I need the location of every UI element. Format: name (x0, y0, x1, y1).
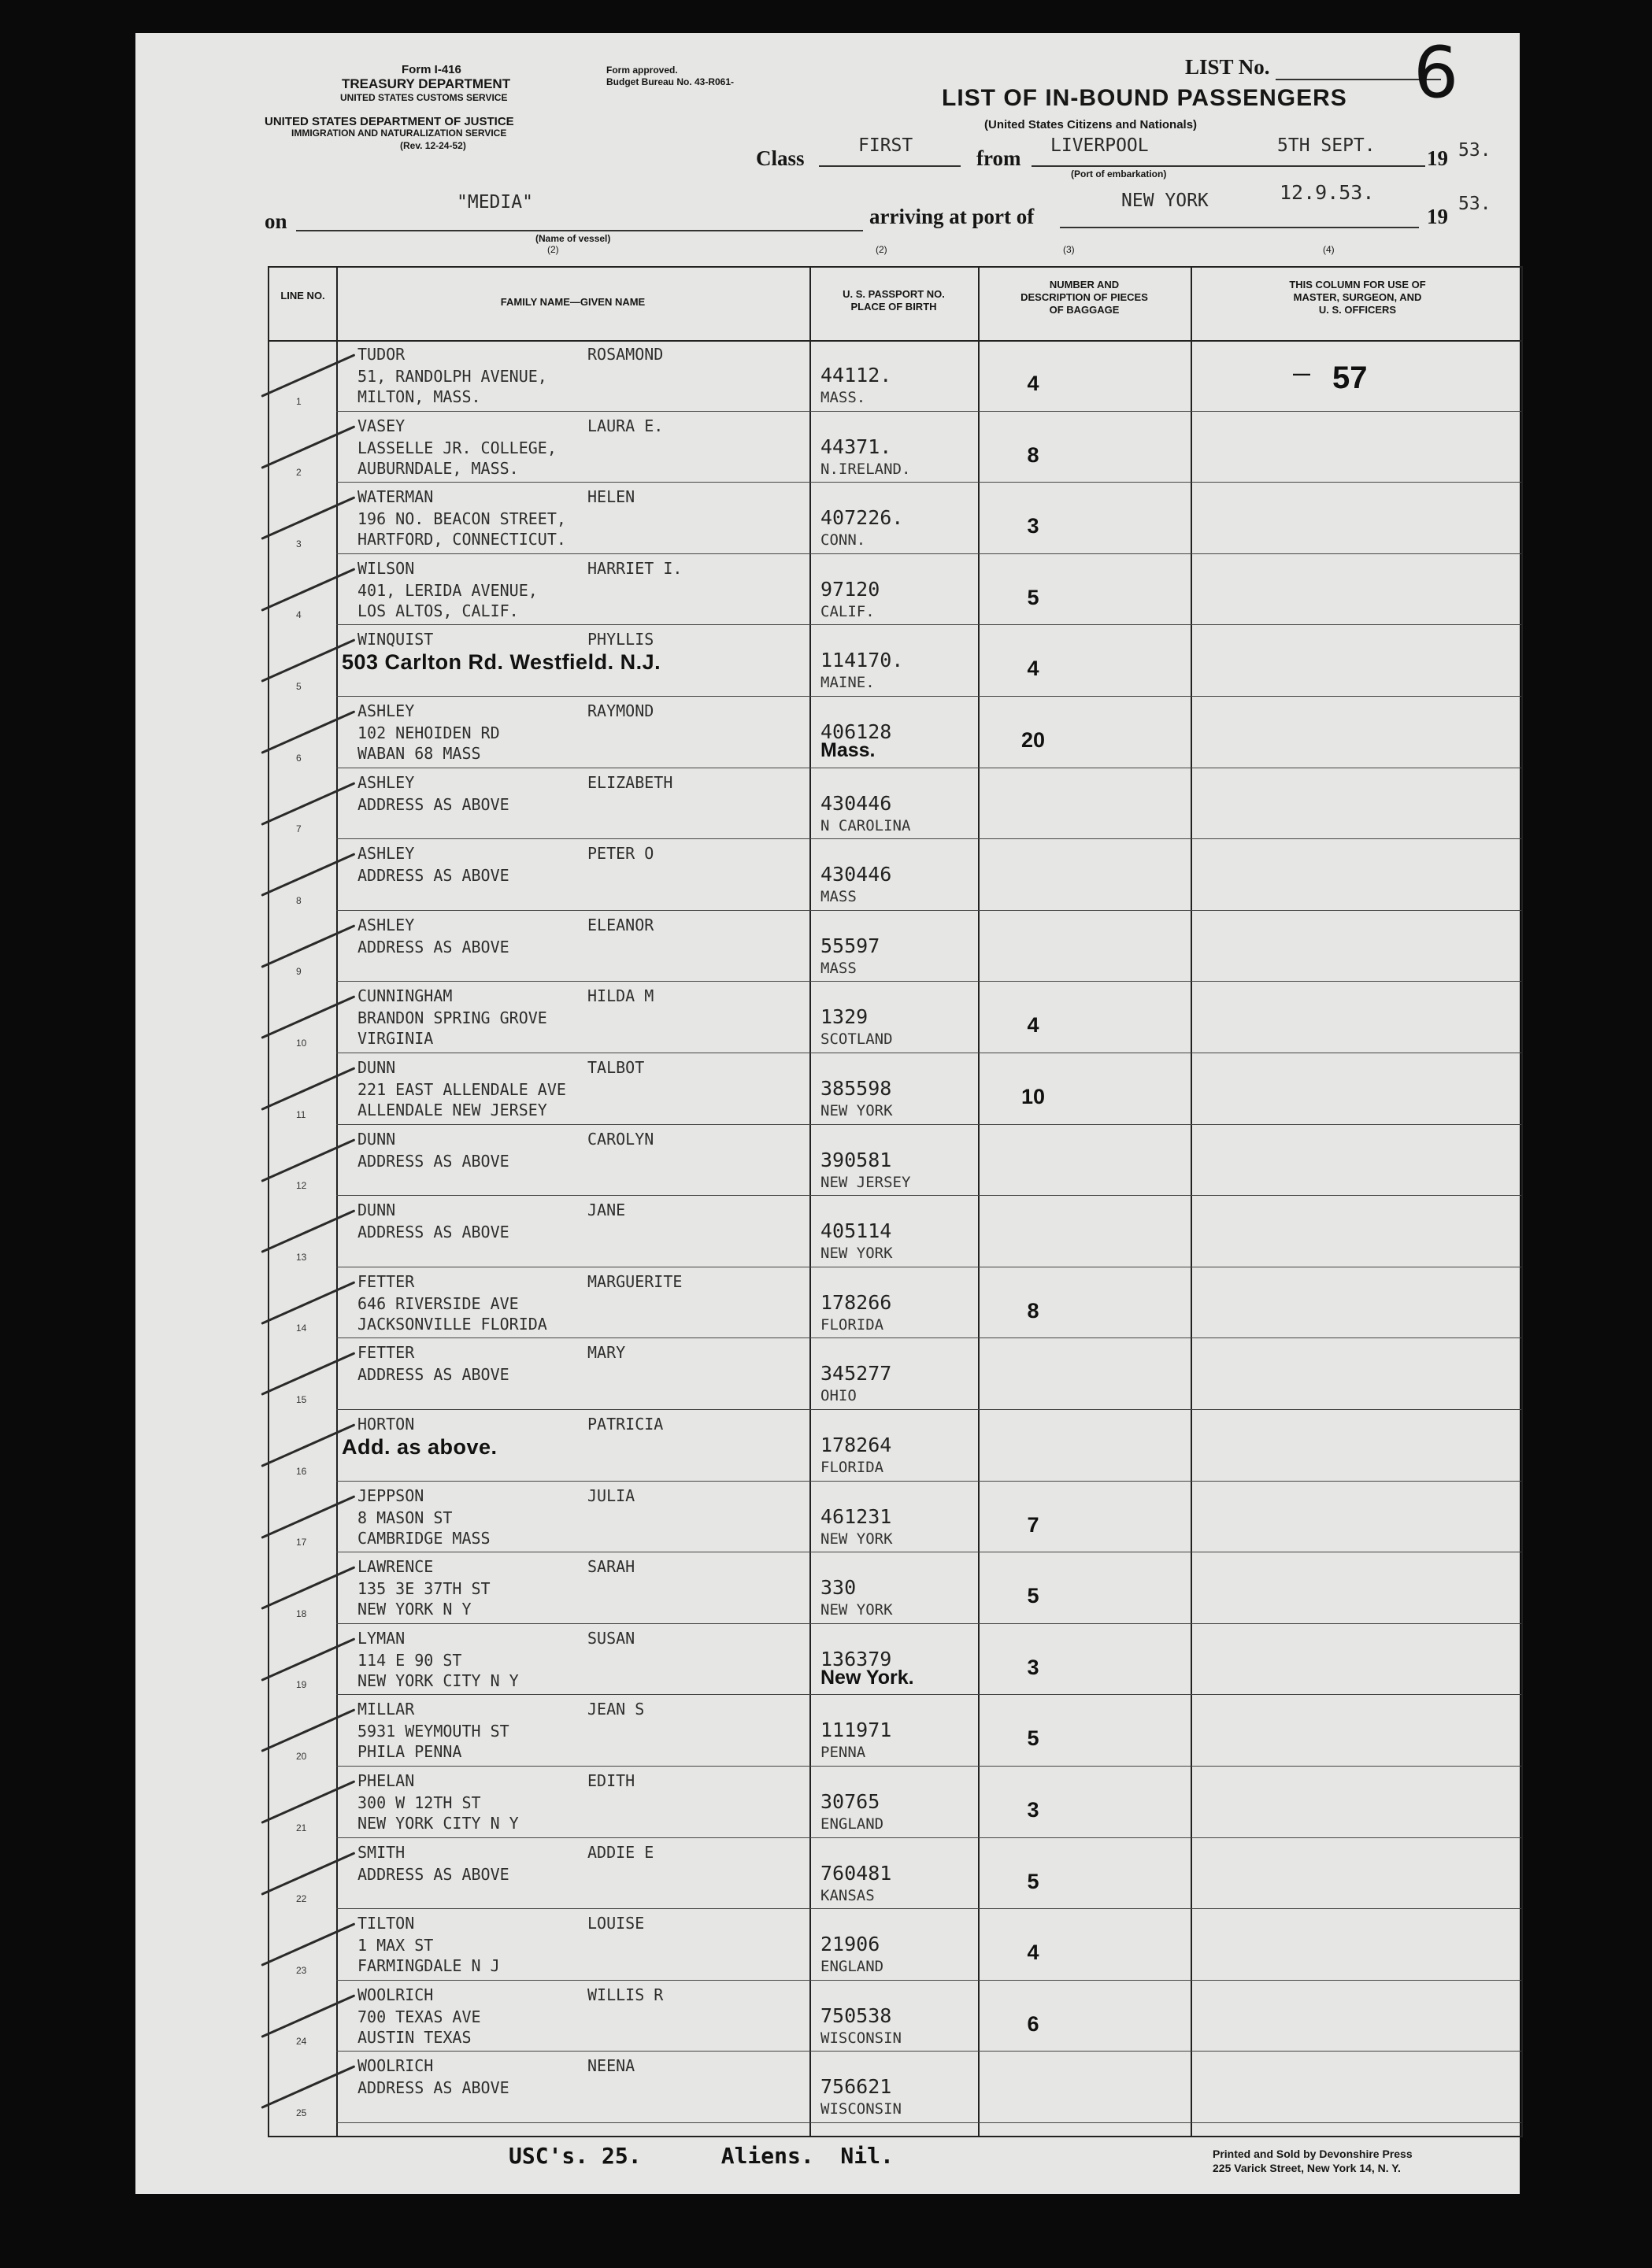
baggage-count: 3 (1027, 1655, 1039, 1679)
from-label: from (976, 146, 1021, 170)
passport-number: 756621 (820, 2075, 892, 2099)
place-of-birth: CONN. (820, 531, 866, 549)
address-line-1: ADDRESS AS ABOVE (357, 1365, 509, 1385)
passport-number: 44371. (820, 435, 892, 458)
family-name: TILTON (357, 1914, 415, 1933)
table-row (269, 697, 1521, 768)
address-line-2: FARMINGDALE N J (357, 1956, 500, 1976)
given-name: JANE (587, 1201, 626, 1220)
family-name: LYMAN (357, 1628, 406, 1648)
family-name: DUNN (357, 1201, 396, 1220)
baggage-count: 4 (1027, 372, 1039, 395)
form-approved: Form approved. (606, 65, 678, 76)
check-mark (261, 996, 355, 1040)
table-row (269, 1410, 1521, 1482)
check-mark (261, 496, 355, 540)
line-number: 19 (296, 1679, 307, 1691)
officer-note: 57 (1332, 361, 1368, 395)
table-row (269, 768, 1521, 840)
address-line-1: 8 MASON ST (357, 1508, 453, 1527)
table-row (269, 1695, 1521, 1767)
address-line-1: 503 Carlton Rd. Westfield. N.J. (342, 650, 661, 675)
address-line-2: JACKSONVILLE FLORIDA (357, 1314, 547, 1334)
given-name: RAYMOND (587, 701, 654, 720)
table-row (269, 1482, 1521, 1553)
address-line-2: NEW YORK N Y (357, 1600, 472, 1619)
line-number: 24 (296, 2036, 307, 2048)
family-name: ASHLEY (357, 844, 415, 864)
check-mark (261, 1566, 355, 1610)
given-name: ELIZABETH (587, 772, 673, 792)
table-row (269, 1267, 1521, 1339)
check-mark (261, 782, 355, 826)
header-baggage: NUMBER AND DESCRIPTION OF PIECES OF BAGGAGE (1020, 279, 1148, 316)
baggage-count: 4 (1027, 657, 1039, 681)
place-of-birth: N CAROLINA (820, 816, 911, 834)
address-line-1: LASSELLE JR. COLLEGE, (357, 438, 557, 457)
line-number: 4 (296, 609, 302, 621)
place-of-birth: WISCONSIN (820, 2100, 902, 2118)
table-row (269, 2052, 1521, 2123)
header-family-name: FAMILY NAME—GIVEN NAME (500, 296, 646, 308)
address-line-2: ALLENDALE NEW JERSEY (357, 1101, 547, 1119)
ins-label: IMMIGRATION AND NATURALIZATION SERVICE (291, 128, 507, 139)
place-of-birth: KANSAS (820, 1886, 875, 1904)
family-name: WINQUIST (357, 630, 434, 649)
line-number: 7 (296, 823, 302, 835)
baggage-count: 6 (1027, 2011, 1039, 2036)
family-name: JEPPSON (357, 1485, 424, 1505)
baggage-count: 7 (1027, 1512, 1039, 1537)
check-mark (261, 1209, 355, 1253)
header-officers: THIS COLUMN FOR USE OF MASTER, SURGEON, AND U. S. OFFICERS (1289, 279, 1426, 316)
baggage-count: 10 (1020, 1085, 1046, 1108)
place-of-birth: CALIF. (820, 602, 875, 620)
passport-number: 178266 (820, 1290, 892, 1314)
vessel-name-label: (Name of vessel) (535, 233, 611, 244)
family-name: VASEY (357, 416, 406, 435)
check-mark (261, 1637, 355, 1682)
family-name: CUNNINGHAM (357, 986, 453, 1006)
place-of-birth: NEW YORK (820, 1530, 893, 1548)
passport-number: 97120 (820, 577, 880, 601)
address-line-2: MILTON, MASS. (357, 387, 481, 406)
check-mark (261, 1067, 355, 1111)
passport-number: 760481 (820, 1861, 892, 1885)
passport-number: 461231 (820, 1504, 892, 1528)
line-number: 2 (296, 467, 302, 479)
passport-number: 55597 (820, 934, 880, 957)
given-name: HARRIET I. (587, 558, 683, 578)
place-of-birth: NEW YORK (820, 1245, 893, 1263)
given-name: HELEN (587, 487, 635, 507)
address-line-2: VIRGINIA (357, 1029, 434, 1049)
check-mark (261, 568, 355, 612)
address-line-1: ADDRESS AS ABOVE (357, 1223, 509, 1242)
given-name: ADDIE E (587, 1842, 654, 1862)
line-number: 13 (296, 1251, 307, 1263)
budget-bureau: Budget Bureau No. 43-R061- (606, 76, 735, 87)
family-name: FETTER (357, 1271, 415, 1291)
passport-number: 430446 (820, 863, 892, 886)
place-of-birth: Mass. (820, 739, 876, 761)
family-name: HORTON (357, 1415, 415, 1434)
check-mark (261, 710, 355, 754)
printer-line-2: 225 Varick Street, New York 14, N. Y. (1213, 2162, 1401, 2174)
baggage-count: 8 (1027, 1298, 1039, 1323)
address-line-1: BRANDON SPRING GROVE (357, 1008, 547, 1028)
address-line-2: AUBURNDALE, MASS. (357, 458, 519, 478)
place-of-birth: MASS. (820, 389, 866, 406)
list-number-handwritten: 6 (1413, 31, 1459, 114)
port-embarkation-label: (Port of embarkation) (1071, 168, 1167, 179)
place-of-birth: NEW YORK (820, 1601, 893, 1619)
table-row (269, 911, 1521, 982)
given-name: EDITH (587, 1771, 635, 1790)
given-name: JEAN S (587, 1700, 645, 1719)
place-of-birth: WISCONSIN (820, 2029, 902, 2047)
place-of-birth: MASS (820, 959, 857, 977)
passport-number: 385598 (820, 1077, 892, 1100)
address-line-2: HARTFORD, CONNECTICUT. (357, 530, 566, 549)
line-number: 16 (296, 1465, 307, 1477)
address-line-2: LOS ALTOS, CALIF. (357, 601, 519, 620)
check-mark (261, 1352, 355, 1397)
check-mark (261, 1922, 355, 1966)
form-title: LIST OF IN-BOUND PASSENGERS (942, 85, 1347, 111)
baggage-count: 3 (1027, 1798, 1039, 1822)
place-of-birth: ENGLAND (820, 1815, 884, 1833)
check-mark (261, 1281, 355, 1325)
given-name: SUSAN (587, 1628, 635, 1648)
passport-number: 405114 (820, 1219, 892, 1243)
line-number: 6 (296, 752, 302, 764)
check-mark (261, 1994, 355, 2038)
revision-date: (Rev. 12-24-52) (400, 140, 466, 151)
given-name: JULIA (587, 1485, 635, 1505)
baggage-count: 5 (1027, 1869, 1039, 1893)
family-name: ASHLEY (357, 701, 415, 720)
baggage-count: 20 (1020, 728, 1046, 752)
passport-number: 407226. (820, 506, 904, 530)
place-of-birth: OHIO (820, 1387, 857, 1405)
family-name: WATERMAN (357, 487, 434, 507)
check-mark (261, 1709, 355, 1753)
port-of-embarkation: LIVERPOOL (1050, 135, 1149, 156)
header-line-no: LINE NO. (280, 290, 325, 302)
table-row (269, 839, 1521, 911)
place-of-birth: NEW YORK (820, 1102, 893, 1119)
line-number: 3 (296, 538, 302, 549)
table-row (269, 1338, 1521, 1410)
given-name: HILDA M (587, 986, 654, 1006)
table-row (269, 483, 1521, 554)
table-row (269, 554, 1521, 626)
baggage-count: 5 (1027, 1584, 1039, 1608)
address-line-1: 646 RIVERSIDE AVE (357, 1293, 519, 1313)
given-name: SARAH (587, 1557, 635, 1577)
place-of-birth: N.IRELAND. (820, 460, 911, 478)
given-name: ELEANOR (587, 915, 654, 934)
passport-number: 345277 (820, 1362, 892, 1386)
check-mark (261, 1780, 355, 1824)
family-name: PHELAN (357, 1771, 415, 1790)
place-of-birth: New York. (820, 1666, 914, 1689)
passport-number: 406128 (820, 720, 892, 743)
address-line-1: 700 TEXAS AVE (357, 2007, 481, 2026)
line-number: 21 (296, 1822, 307, 1833)
passport-number: 750538 (820, 2003, 892, 2027)
passport-number: 111971 (820, 1719, 892, 1742)
line-number: 1 (296, 395, 302, 407)
on-label: on (265, 209, 287, 233)
table-row (269, 1552, 1521, 1624)
line-number: 12 (296, 1180, 307, 1192)
table-row (269, 1196, 1521, 1267)
check-mark (261, 2066, 355, 2110)
check-mark (261, 853, 355, 897)
check-mark (261, 353, 355, 398)
line-number: 9 (296, 966, 302, 978)
baggage-count: 4 (1027, 1941, 1039, 1965)
place-of-birth: SCOTLAND (820, 1030, 893, 1049)
baggage-count: 8 (1027, 442, 1039, 467)
passport-number: 44112. (820, 364, 892, 387)
officer-dash: — (1293, 364, 1310, 383)
passport-number: 136379 (820, 1647, 892, 1670)
arrival-date: 12.9.53. (1280, 181, 1375, 204)
table-row (269, 625, 1521, 697)
table-row (269, 1838, 1521, 1910)
passenger-table (268, 266, 1523, 2137)
col-number: (3) (1063, 244, 1075, 255)
col-2-top: (2) (547, 244, 559, 255)
given-name: WILLIS R (587, 1985, 664, 2004)
address-line-2: PHILA PENNA (357, 1742, 462, 1762)
place-of-birth: NEW JERSEY (820, 1173, 911, 1191)
family-name: ASHLEY (357, 915, 415, 934)
treasury-department: TREASURY DEPARTMENT (342, 76, 511, 91)
family-name: DUNN (357, 1058, 396, 1077)
table-row (269, 1624, 1521, 1696)
table-row (269, 1767, 1521, 1838)
table-row (269, 1909, 1521, 1981)
baggage-count: 5 (1027, 1726, 1039, 1751)
address-line-2: CAMBRIDGE MASS (357, 1528, 491, 1548)
address-line-1: ADDRESS AS ABOVE (357, 1864, 509, 1884)
place-of-birth: FLORIDA (820, 1459, 884, 1476)
address-line-1: ADDRESS AS ABOVE (357, 866, 509, 886)
printer-line-1: Printed and Sold by Devonshire Press (1213, 2148, 1413, 2160)
place-of-birth: MAINE. (820, 674, 875, 692)
place-of-birth: PENNA (820, 1744, 866, 1762)
line-number: 18 (296, 1608, 307, 1619)
family-name: ASHLEY (357, 772, 415, 792)
check-mark (261, 425, 355, 469)
given-name: CAROLYN (587, 1129, 654, 1149)
table-row (269, 1125, 1521, 1197)
address-line-1: 221 EAST ALLENDALE AVE (357, 1080, 566, 1099)
passport-number: 178264 (820, 1434, 892, 1456)
given-name: LAURA E. (587, 416, 664, 435)
family-name: DUNN (357, 1129, 396, 1149)
place-of-birth: MASS (820, 888, 857, 906)
address-line-2: NEW YORK CITY N Y (357, 1670, 519, 1690)
address-line-1: ADDRESS AS ABOVE (357, 794, 509, 814)
line-number: 25 (296, 2107, 307, 2118)
form-number: Form I-416 (402, 63, 461, 76)
year-prefix: 19 (1427, 146, 1448, 170)
place-of-birth: ENGLAND (820, 1958, 884, 1976)
departure-year: 53. (1458, 140, 1491, 161)
address-line-1: 51, RANDOLPH AVENUE, (357, 367, 547, 386)
departure-date: 5TH SEPT. (1277, 135, 1376, 156)
class-value: FIRST (858, 135, 913, 156)
line-number: 5 (296, 680, 302, 692)
family-name: SMITH (357, 1842, 406, 1862)
address-line-1: 1 MAX ST (357, 1936, 434, 1955)
header-passport: U. S. PASSPORT NO. PLACE OF BIRTH (843, 288, 945, 313)
address-line-1: 114 E 90 ST (357, 1650, 462, 1670)
passport-number: 30765 (820, 1790, 880, 1813)
family-name: FETTER (357, 1343, 415, 1363)
line-number: 20 (296, 1750, 307, 1762)
totals-line: USC's. 25. Aliens. Nil. (509, 2143, 894, 2169)
check-mark (261, 1138, 355, 1182)
passport-number: 21906 (820, 1933, 880, 1956)
address-line-1: 5931 WEYMOUTH ST (357, 1722, 509, 1741)
arrival-year: 53. (1458, 194, 1491, 214)
baggage-count: 3 (1027, 514, 1039, 538)
family-name: WILSON (357, 558, 415, 578)
line-number: 8 (296, 894, 302, 906)
check-mark (261, 1495, 355, 1539)
class-label: Class (756, 146, 805, 170)
table-row (269, 412, 1521, 483)
family-name: MILLAR (357, 1700, 415, 1719)
given-name: MARGUERITE (587, 1271, 683, 1291)
address-line-1: ADDRESS AS ABOVE (357, 937, 509, 956)
address-line-1: 300 W 12TH ST (357, 1793, 481, 1812)
table-row (269, 982, 1521, 1053)
passport-number: 114170. (820, 649, 904, 672)
line-number: 11 (296, 1108, 306, 1120)
table-header (269, 268, 1521, 342)
passport-number: 1329 (820, 1005, 869, 1029)
col-number: (2) (876, 244, 887, 255)
family-name: WOOLRICH (357, 1985, 434, 2004)
family-name: WOOLRICH (357, 2056, 434, 2076)
line-number: 17 (296, 1537, 307, 1548)
address-line-1: 135 3E 37TH ST (357, 1579, 491, 1599)
arrival-port: NEW YORK (1121, 191, 1209, 211)
check-mark (261, 924, 355, 968)
passport-number: 330 (820, 1576, 857, 1600)
line-number: 10 (296, 1037, 307, 1049)
vessel-name: "MEDIA" (457, 192, 533, 213)
given-name: NEENA (587, 2056, 635, 2076)
line-number: 22 (296, 1893, 307, 1905)
given-name: PHYLLIS (587, 630, 654, 649)
check-mark (261, 1852, 355, 1896)
passport-number: 390581 (820, 1148, 892, 1171)
form-subtitle: (United States Citizens and Nationals) (984, 118, 1198, 131)
family-name: LAWRENCE (357, 1557, 434, 1577)
address-line-2: WABAN 68 MASS (357, 744, 481, 763)
given-name: PETER O (587, 844, 654, 864)
baggage-count: 4 (1027, 1013, 1039, 1038)
given-name: MARY (587, 1343, 626, 1363)
given-name: ROSAMOND (587, 345, 664, 364)
line-number: 14 (296, 1323, 307, 1334)
arrival-year-prefix: 19 (1427, 205, 1448, 228)
line-number: 23 (296, 1964, 307, 1976)
given-name: TALBOT (587, 1058, 645, 1077)
table-row (269, 1053, 1521, 1125)
department-of-justice: UNITED STATES DEPARTMENT OF JUSTICE (265, 115, 514, 128)
place-of-birth: FLORIDA (820, 1315, 884, 1334)
baggage-count: 5 (1027, 585, 1039, 609)
address-line-1: ADDRESS AS ABOVE (357, 1151, 509, 1171)
address-line-2: NEW YORK CITY N Y (357, 1814, 519, 1833)
given-name: LOUISE (587, 1914, 645, 1933)
arriving-label: arriving at port of (869, 205, 1035, 228)
given-name: PATRICIA (587, 1415, 664, 1434)
customs-service: UNITED STATES CUSTOMS SERVICE (340, 92, 508, 103)
table-row (269, 1981, 1521, 2052)
address-line-1: Add. as above. (342, 1435, 498, 1459)
col-number: (4) (1323, 244, 1335, 255)
address-line-1: 196 NO. BEACON STREET, (357, 509, 566, 529)
address-line-2: AUSTIN TEXAS (357, 2027, 472, 2047)
family-name: TUDOR (357, 345, 406, 364)
line-number: 15 (296, 1393, 307, 1405)
list-no-label: LIST No. (1185, 55, 1270, 79)
address-line-1: ADDRESS AS ABOVE (357, 2078, 509, 2098)
address-line-1: 102 NEHOIDEN RD (357, 723, 500, 742)
passport-number: 430446 (820, 791, 892, 815)
address-line-1: 401, LERIDA AVENUE, (357, 580, 538, 600)
